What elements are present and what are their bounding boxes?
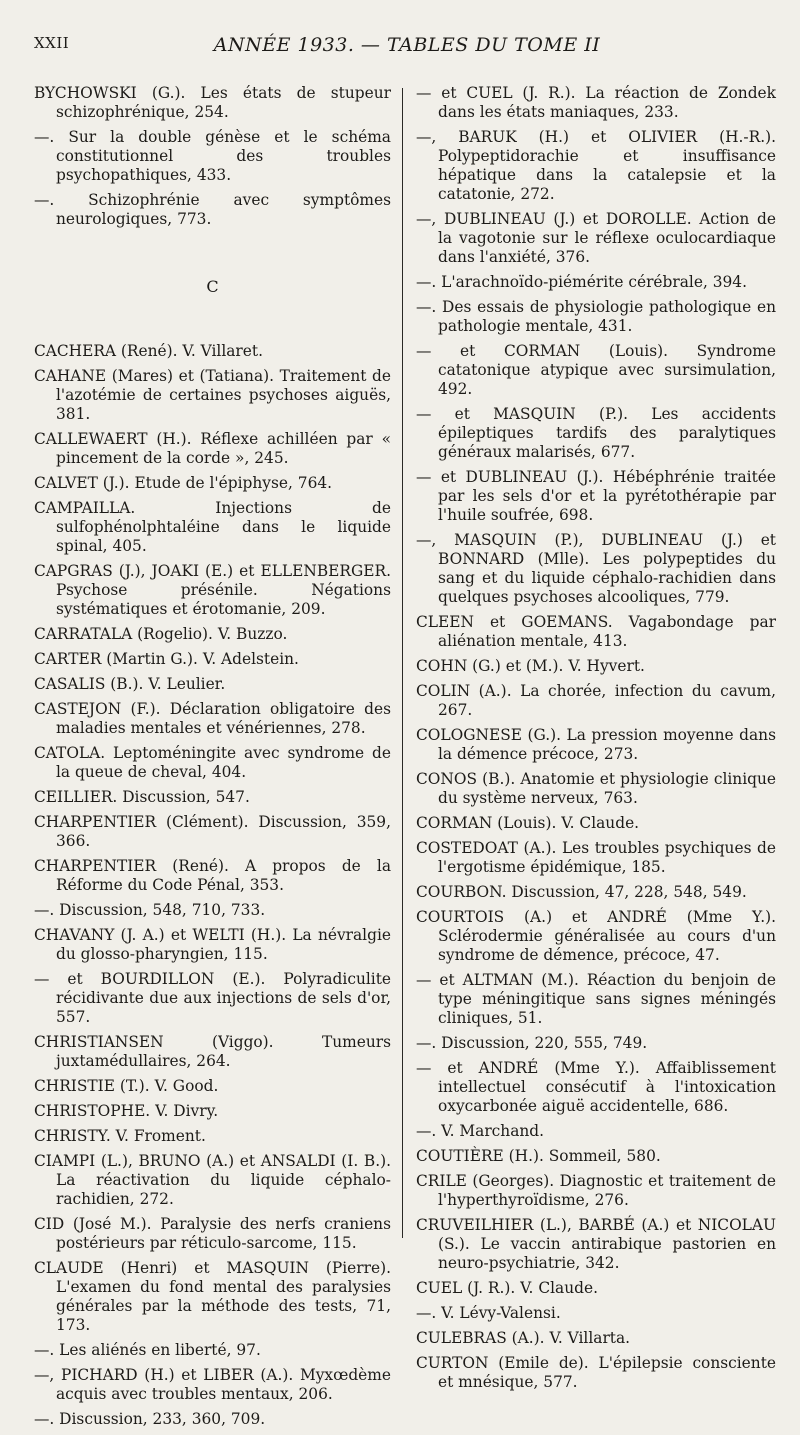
index-entry: CRILE (Georges). Diagnostic et traitement de l'hyperthyroïdisme, 276. xyxy=(416,1172,776,1209)
index-entry: CARTER (Martin G.). V. Adelstein. xyxy=(34,650,299,668)
index-entry: —. Les aliénés en liberté, 97. xyxy=(34,1341,261,1359)
index-entry: CARRATALA (Rogelio). V. Buzzo. xyxy=(34,625,288,643)
index-entry: COHN (G.) et (M.). V. Hyvert. xyxy=(416,657,645,675)
index-entry: — et DUBLINEAU (J.). Hébéphrénie traitée par les sels d'or et la pyrétothérapie par l'huile soufrée, 698. xyxy=(416,468,776,524)
index-entry: CRUVEILHIER (L.), BARBÉ (A.) et NICOLAU (S.). Le vaccin antirabique pastorien en neuro-psychiatrie, 342. xyxy=(416,1216,776,1272)
index-entry: —. Discussion, 233, 360, 709. xyxy=(34,1410,266,1428)
index-entry: CHRISTOPHE. V. Divry. xyxy=(34,1102,219,1120)
index-entry: CHARPENTIER (Clément). Discussion, 359, 366. xyxy=(34,813,391,850)
index-entry: CALVET (J.). Etude de l'épiphyse, 764. xyxy=(34,474,333,492)
index-entry: CID (José M.). Paralysie des nerfs craniens postérieurs par réticulo-sarcome, 115. xyxy=(34,1215,391,1252)
right-column xyxy=(416,84,776,1398)
left-column xyxy=(34,84,391,1435)
index-entry: COSTEDOAT (A.). Les troubles psychiques de l'ergotisme épidémique, 185. xyxy=(416,839,776,876)
index-entry: COLIN (A.). La chorée, infection du cavum, 267. xyxy=(416,682,776,719)
index-entry: CURTON (Emile de). L'épilepsie consciente et mnésique, 577. xyxy=(416,1354,776,1391)
index-entry: — et BOURDILLON (E.). Polyradiculite récidivante due aux injections de sels d'or, 557. xyxy=(34,970,391,1026)
index-entry: —. Des essais de physiologie pathologique en pathologie mentale, 431. xyxy=(416,298,776,335)
column-divider xyxy=(402,88,403,1238)
running-header xyxy=(34,34,780,58)
index-entry: CALLEWAERT (H.). Réflexe achilléen par « pincement de la corde », 245. xyxy=(34,430,391,467)
index-entry: —. L'arachnoïdo-piémérite cérébrale, 394. xyxy=(416,273,747,291)
page-number: XXII xyxy=(34,34,70,52)
index-entry: CATOLA. Leptoméningite avec syndrome de la queue de cheval, 404. xyxy=(34,744,391,781)
index-entry: CORMAN (Louis). V. Claude. xyxy=(416,814,640,832)
index-entry: —, BARUK (H.) et OLIVIER (H.-R.). Polypeptidorachie et insuffisance hépatique dans la catalepsie et la catatonie, 272. xyxy=(416,128,776,203)
index-entry: CAPGRAS (J.), JOAKI (E.) et ELLENBERGER. Psychose présénile. Négations systématiques et érotomanie, 209. xyxy=(34,562,391,618)
index-entry: — et CORMAN (Louis). Syndrome catatonique atypique avec sursimulation, 492. xyxy=(416,342,776,398)
index-entry: CHRISTIANSEN (Viggo). Tumeurs juxtamédullaires, 264. xyxy=(34,1033,391,1070)
index-entry: BYCHOWSKI (G.). Les états de stupeur schizophrénique, 254. xyxy=(34,84,391,121)
index-entry: —. Schizophrénie avec symptômes neurologiques, 773. xyxy=(34,191,391,228)
index-entry: CLEEN et GOEMANS. Vagabondage par aliénation mentale, 413. xyxy=(416,613,776,650)
index-entry: CASALIS (B.). V. Leulier. xyxy=(34,675,226,693)
index-entry: —, MASQUIN (P.), DUBLINEAU (J.) et BONNARD (Mlle). Les polypeptides du sang et du liquide céphalo-rachidien dans quelques psychoses alcooliques, 779. xyxy=(416,531,776,606)
index-entry: CEILLIER. Discussion, 547. xyxy=(34,788,250,806)
index-entry: CHARPENTIER (René). A propos de la Réforme du Code Pénal, 353. xyxy=(34,857,391,894)
index-entry: —. Discussion, 548, 710, 733. xyxy=(34,901,266,919)
index-entry: —, DUBLINEAU (J.) et DOROLLE. Action de la vagotonie sur le réflexe oculocardiaque dans l'anxiété, 376. xyxy=(416,210,776,266)
index-entry: CHRISTY. V. Froment. xyxy=(34,1127,206,1145)
index-entry: CHRISTIE (T.). V. Good. xyxy=(34,1077,219,1095)
index-entry: COUTIÈRE (H.). Sommeil, 580. xyxy=(416,1147,661,1165)
index-entry: — et MASQUIN (P.). Les accidents épileptiques tardifs des paralytiques généraux malarisés, 677. xyxy=(416,405,776,461)
index-entry: —. V. Marchand. xyxy=(416,1122,545,1140)
index-entry: CAHANE (Mares) et (Tatiana). Traitement de l'azotémie de certaines psychoses aiguës, 381. xyxy=(34,367,391,423)
index-entry: CIAMPI (L.), BRUNO (A.) et ANSALDI (I. B.). La réactivation du liquide céphalo-rachidien, 272. xyxy=(34,1152,391,1208)
section-letter-c: C xyxy=(206,277,219,296)
entries-c-section xyxy=(34,342,391,1429)
index-entry: —. V. Lévy-Valensi. xyxy=(416,1304,561,1322)
index-entry: CONOS (B.). Anatomie et physiologie clinique du système nerveux, 763. xyxy=(416,770,776,807)
index-entry: COURTOIS (A.) et ANDRÉ (Mme Y.). Sclérodermie généralisée au cours d'un syndrome de démence, précoce, 47. xyxy=(416,908,776,964)
index-entry: — et ALTMAN (M.). Réaction du benjoin de type méningitique sans signes méningés cliniques, 51. xyxy=(416,971,776,1027)
index-entry: COLOGNESE (G.). La pression moyenne dans la démence précoce, 273. xyxy=(416,726,776,763)
index-entry: —, PICHARD (H.) et LIBER (A.). Myxœdème acquis avec troubles mentaux, 206. xyxy=(34,1366,391,1403)
index-entry: CAMPAILLA. Injections de sulfophénolphtaléine dans le liquide spinal, 405. xyxy=(34,499,391,555)
index-entry: —. Discussion, 220, 555, 749. xyxy=(416,1034,648,1052)
index-entry: CASTEJON (F.). Déclaration obligatoire des maladies mentales et vénériennes, 278. xyxy=(34,700,391,737)
entries-b-section xyxy=(34,84,391,229)
index-entry: CHAVANY (J. A.) et WELTI (H.). La névralgie du glosso-pharyngien, 115. xyxy=(34,926,391,963)
index-entry: —. Sur la double génèse et le schéma constitutionnel des troubles psychopathiques, 433. xyxy=(34,128,391,184)
running-title: ANNÉE 1933. — TABLES DU TOME II xyxy=(213,34,601,56)
index-entry: CACHERA (René). V. Villaret. xyxy=(34,342,263,360)
index-entry: CULEBRAS (A.). V. Villarta. xyxy=(416,1329,631,1347)
index-entry: — et CUEL (J. R.). La réaction de Zondek dans les états maniaques, 233. xyxy=(416,84,776,121)
index-entry: CUEL (J. R.). V. Claude. xyxy=(416,1279,598,1297)
entries-c-continued xyxy=(416,84,776,1392)
index-entry: — et ANDRÉ (Mme Y.). Affaiblissement intellectuel consécutif à l'intoxication oxycarbonée aiguë accidentelle, 686. xyxy=(416,1059,776,1115)
index-entry: CLAUDE (Henri) et MASQUIN (Pierre). L'examen du fond mental des paralysies générales par la méthode des tests, 71, 173. xyxy=(34,1259,391,1334)
index-entry: COURBON. Discussion, 47, 228, 548, 549. xyxy=(416,883,747,901)
